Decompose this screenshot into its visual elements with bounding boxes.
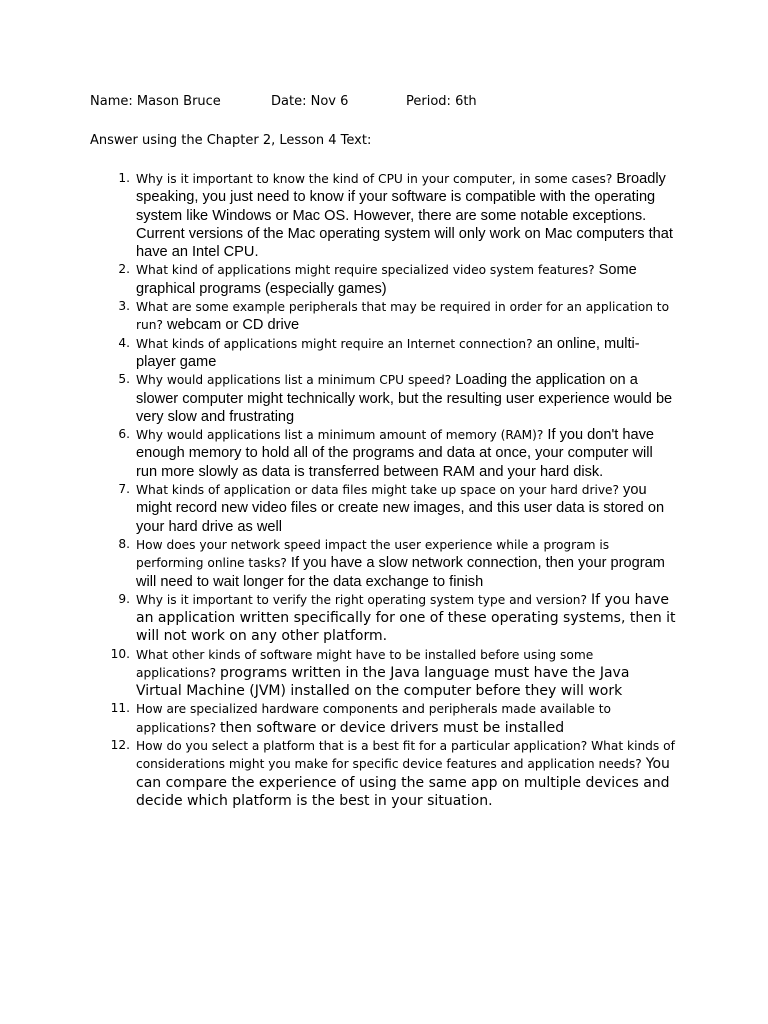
- question-item: [0, 536, 768, 591]
- period-value: 6th: [455, 94, 477, 109]
- date-value: Nov 6: [310, 94, 349, 109]
- question-item: [0, 371, 768, 426]
- name-value: Mason Bruce: [136, 94, 221, 109]
- date-field: [271, 93, 348, 111]
- question-number: 12.: [110, 737, 130, 752]
- question-item: [0, 298, 768, 335]
- question-item: [0, 335, 768, 372]
- date-label: Date:: [271, 94, 307, 109]
- question-number: 8.: [118, 536, 130, 551]
- question-number: 10.: [110, 646, 130, 661]
- question-text: Why is it important to know the kind of CPU in your computer, in some cases?: [136, 172, 613, 186]
- name-field: [90, 93, 221, 111]
- answer-text: If you have a slow network connection, then your program will need to wait longer for the data exchange to finish: [136, 555, 665, 590]
- question-text: How are specialized hardware components and peripherals made available to applications?: [136, 702, 611, 735]
- period-label: Period:: [406, 94, 451, 109]
- answer-text: then software or device drivers must be installed: [220, 719, 565, 736]
- answer-text: you might record new video files or create new images, and this user data is stored on your hard drive as well: [136, 482, 665, 535]
- question-item: [0, 170, 768, 261]
- question-text: Why would applications list a minimum amount of memory (RAM)?: [136, 428, 544, 443]
- question-item: [0, 737, 768, 810]
- answer-text: an online, multi-player game: [136, 335, 640, 370]
- question-item: [0, 481, 768, 536]
- question-text: What kinds of application or data files might take up space on your hard drive?: [136, 483, 620, 498]
- answer-text: programs written in the Java language must have the Java Virtual Machine (JVM) installed on the computer before they will work: [136, 664, 630, 700]
- answer-text: Some graphical programs (especially games): [136, 262, 637, 297]
- question-item: [0, 426, 768, 481]
- question-text: What kinds of applications might require an Internet connection?: [136, 336, 533, 351]
- answer-text: You can compare the experience of using the same app on multiple devices and decide which platform is the best in your situation.: [136, 756, 670, 809]
- name-label: Name:: [90, 94, 133, 109]
- question-number: 3.: [118, 299, 130, 314]
- question-item: [0, 261, 768, 298]
- question-number: 6.: [118, 427, 130, 442]
- question-text: How do you select a platform that is a best fit for a particular application? What kinds of considerations might you make for specific device features and application needs?: [136, 738, 675, 772]
- question-item: [0, 700, 768, 737]
- question-number: 9.: [118, 591, 130, 606]
- question-text: Why would applications list a minimum CPU speed?: [136, 373, 452, 388]
- question-text: What kind of applications might require specialized video system features?: [136, 263, 595, 278]
- question-number: 7.: [118, 482, 130, 497]
- question-text: What other kinds of software might have to be installed before using some applications?: [136, 647, 594, 680]
- question-number: 11.: [110, 701, 130, 716]
- question-item: [0, 646, 768, 701]
- question-number: 5.: [118, 372, 130, 387]
- question-item: [0, 591, 768, 646]
- answer-text: webcam or CD drive: [166, 317, 300, 334]
- question-text: Why is it important to verify the right operating system type and version?: [136, 592, 587, 607]
- question-number: 1.: [118, 171, 130, 185]
- question-number: 4.: [118, 335, 130, 350]
- answer-text: Loading the application on a slower computer might technically work, but the resulting user experience would be very slow and frustrating: [136, 372, 673, 425]
- question-number: 2.: [118, 262, 130, 277]
- question-list: [0, 170, 768, 810]
- answer-text: If you don't have enough memory to hold all of the programs and data at once, your computer will run more slowly as data is transferred between RAM and your hard disk.: [136, 427, 655, 480]
- question-text: What are some example peripherals that may be required in order for an application to run?: [136, 300, 670, 333]
- period-field: [406, 93, 477, 111]
- answer-text: If you have an application written specifically for one of these operating systems, then it will not work on any other platform.: [136, 591, 676, 645]
- question-text: How does your network speed impact the user experience while a program is performing online tasks?: [136, 537, 610, 571]
- instruction-text: Answer using the Chapter 2, Lesson 4 Text:: [90, 133, 372, 148]
- answer-text: Broadly speaking, you just need to know if your software is compatible with the operating system like Windows or Mac OS. However, there are some notable exceptions. Current versions of the Mac operating system will only work on Mac computers that have an Intel CPU.: [136, 171, 673, 261]
